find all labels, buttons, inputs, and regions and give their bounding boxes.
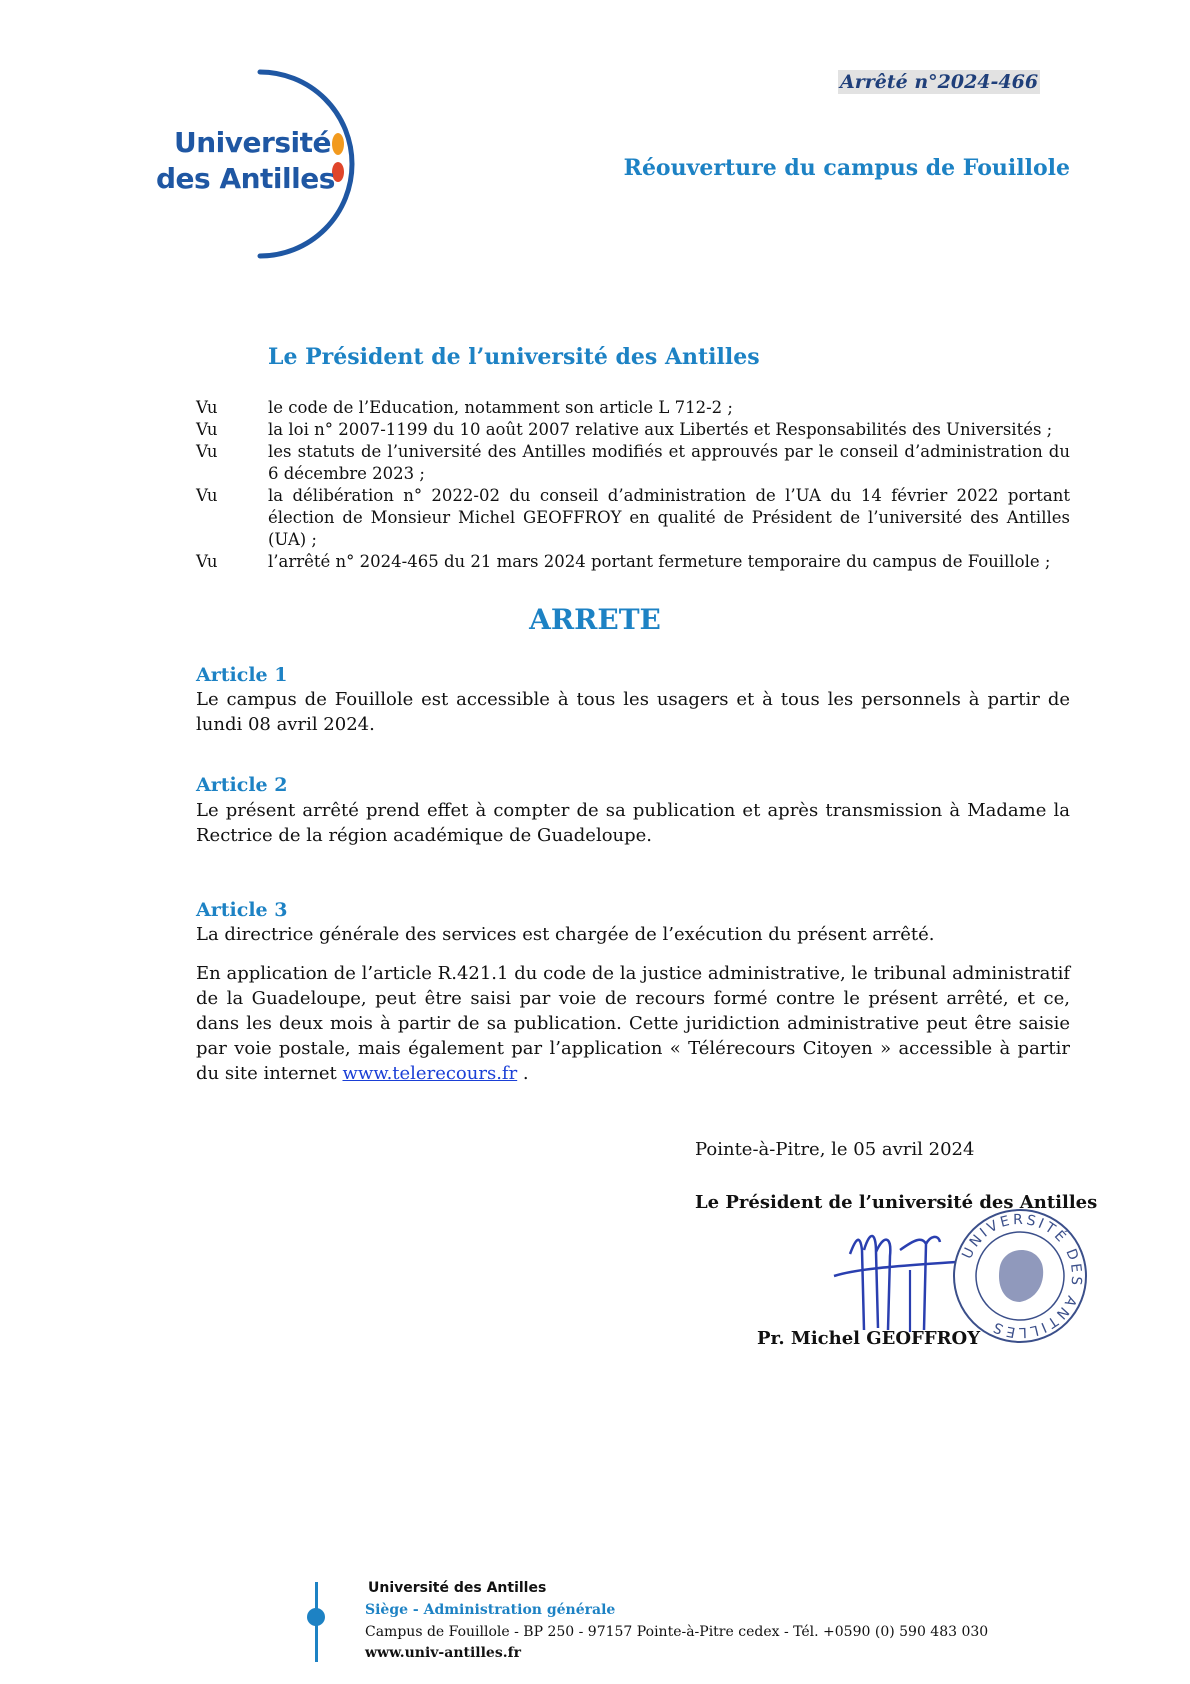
preamble-item-text: la délibération n° 2022-02 du conseil d’administration de l’UA du 14 février 2022 portant élection de Monsieur Michel GEOFFROY en qualité de Président de l’université des Antilles (UA) ; [268,486,1070,549]
preamble-item [196,551,1070,573]
footer-siege: Siège - Administration générale [365,1602,616,1618]
preamble-item-key: Vu [196,398,218,417]
preamble-item [196,441,1070,485]
article-1-text: Le campus de Fouillole est accessible à tous les usagers et à tous les personnels à partir de lundi 08 avril 2024. [196,689,1070,735]
logo-text-line1: Université [174,126,331,159]
document-title: Réouverture du campus de Fouillole [623,155,1070,181]
preamble-item-text: le code de l’Education, notamment son article L 712-2 ; [268,398,733,417]
footer-organization: Université des Antilles [368,1580,547,1596]
university-seal [950,1206,1090,1346]
footer-website[interactable]: www.univ-antilles.fr [365,1645,521,1661]
signatory-name: Pr. Michel GEOFFROY [757,1328,981,1349]
university-logo [150,68,360,260]
preamble-item-key: Vu [196,420,218,439]
preamble-item-text: les statuts de l’université des Antilles modifiés et approuvés par le conseil d’administration du 6 décembre 2023 ; [268,442,1070,483]
telerecours-link[interactable]: www.telerecours.fr [342,1063,518,1084]
article-1-title: Article 1 [196,664,288,686]
article-3-title: Article 3 [196,899,288,921]
article-2-title: Article 2 [196,774,288,796]
footer-address: Campus de Fouillole - BP 250 - 97157 Pointe-à-Pitre cedex - Tél. +0590 (0) 590 483 030 [365,1624,989,1640]
preamble-item [196,419,1070,441]
preamble-list [196,397,1070,573]
preamble-item-text: l’arrêté n° 2024-465 du 21 mars 2024 portant fermeture temporaire du campus de Fouillole ; [268,552,1051,571]
preamble-item [196,397,1070,419]
place-date: Pointe-à-Pitre, le 05 avril 2024 [695,1139,975,1160]
footer-dot-icon [307,1608,325,1626]
appeal-paragraph [196,961,1070,1086]
signatory-role: Le Président de l’université des Antilles [695,1192,1098,1213]
handwritten-signature [830,1210,970,1340]
preamble-item-key: Vu [196,486,218,505]
preamble-item-key: Vu [196,552,218,571]
preamble-item-text: la loi n° 2007-1199 du 10 août 2007 relative aux Libertés et Responsabilités des Universités ; [268,420,1053,439]
article-2-text: Le présent arrêté prend effet à compter de sa publication et après transmission à Madame la Rectrice de la région académique de Guadeloupe. [196,800,1070,846]
preamble-item [196,485,1070,551]
logo-text-line2: des Antilles [156,162,335,195]
appeal-text: En application de l’article R.421.1 du code de la justice administrative, le tribunal administratif de la Guadeloupe, peut être saisi par voie de recours formé contre le présent arrêté, et ce, dans les deux mois à partir de sa publication. Cette juridiction administrative peut être saisie par voie postale, mais également par l’application « Télérecours Citoyen » accessible à partir du site internet [196,963,1070,1084]
preamble-heading: Le Président de l’université des Antilles [268,344,760,370]
decree-reference: Arrêté n°2024-466 [840,71,1039,93]
article-3-text: La directrice générale des services est chargée de l’exécution du présent arrêté. [196,924,935,945]
appeal-suffix: . [517,1063,529,1084]
preamble-item-key: Vu [196,442,218,461]
seal-text: UNIVERSITÉ DES ANTILLES [959,1211,1085,1341]
decision-heading: ARRETE [529,603,661,636]
